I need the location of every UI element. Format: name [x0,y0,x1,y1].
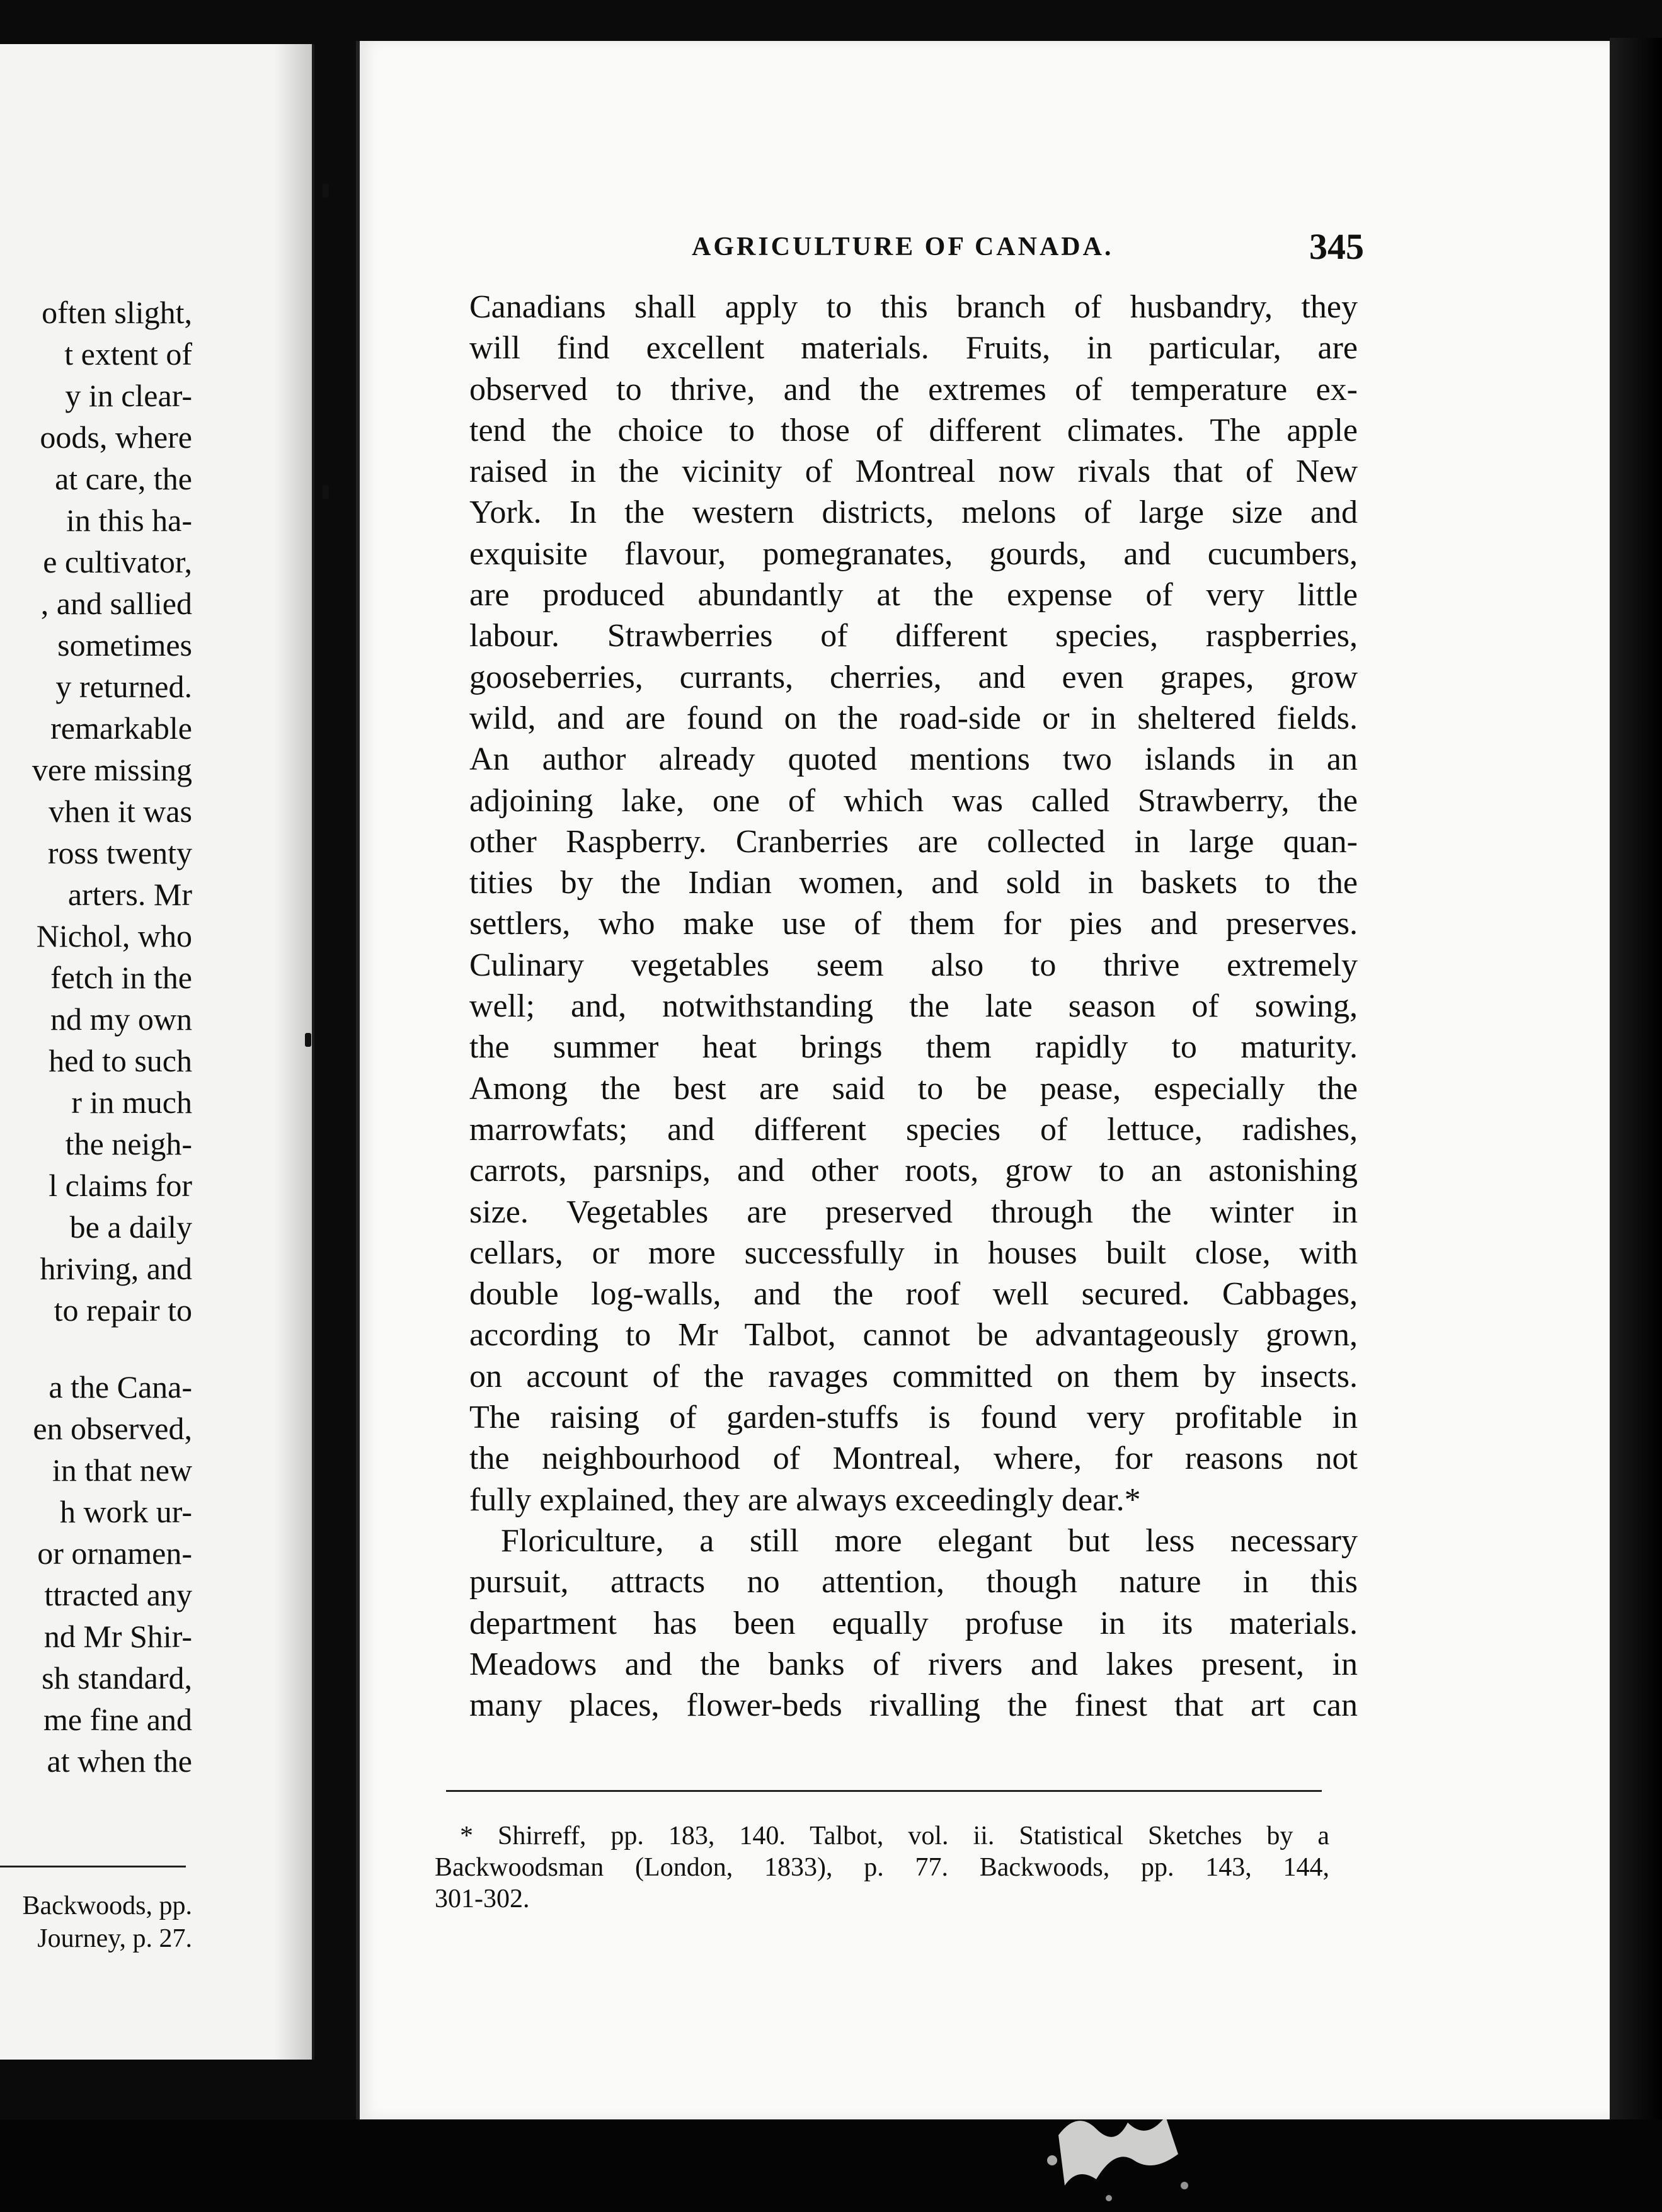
left-line: ross twenty [47,835,192,870]
body-line: other Raspberry. Cranberries are collected in large quan- [469,823,1358,860]
left-line: sometimes [57,627,192,663]
margin-mark [305,1033,311,1047]
left-line: nd Mr Shir- [43,1619,192,1654]
body-line: labour. Strawberries of different species, raspberries, [469,618,1358,654]
body-line: fully explained, they are always exceedingly dear.* [469,1481,1141,1518]
page-number: 345 [1309,226,1364,267]
bottom-edge-specks [1033,2097,1197,2212]
body-line: department has been equally profuse in its materials. [469,1605,1358,1641]
footnote-line: * Shirreff, pp. 183, 140. Talbot, vol. ii. Statistical Sketches by a [460,1821,1329,1850]
left-line: hed to such [49,1043,192,1078]
body-line: the neighbourhood of Montreal, where, for reasons not [469,1440,1358,1477]
right-page-edge [1610,38,1662,2212]
left-line: in that new [52,1452,192,1488]
body-line: many places, flower-beds rivalling the finest that art can [469,1687,1358,1724]
left-line: y in clear- [65,378,192,413]
body-line: cellars, or more successfully in houses built close, with [469,1234,1358,1271]
gutter-shadow [274,44,312,2060]
left-line: ttracted any [44,1577,192,1612]
left-line: at when the [47,1743,192,1779]
body-text [469,287,1358,1726]
footnote-line: Backwoodsman (London, 1833), p. 77. Backwoods, pp. 143, 144, [435,1853,1329,1882]
left-line: in this ha- [66,503,192,538]
body-line: Meadows and the banks of rivers and lakes present, in [469,1646,1358,1682]
left-line: be a daily [69,1209,192,1245]
body-line: wild, and are found on the road-side or in sheltered fields. [469,700,1358,736]
body-line: well; and, notwithstanding the late season of sowing, [469,988,1358,1025]
left-line: to repair to [54,1292,192,1328]
left-line: vere missing [32,752,192,787]
body-line: double log-walls, and the roof well secured. Cabbages, [469,1276,1358,1313]
left-line: hriving, and [40,1251,192,1286]
body-line: Canadians shall apply to this branch of husbandry, they [469,289,1358,325]
left-line: Nichol, who [36,918,192,954]
left-line: sh standard, [42,1660,192,1696]
margin-mark [323,184,329,198]
left-line: , and sallied [40,586,192,621]
left-line: r in much [71,1085,192,1120]
footnote-rule [446,1790,1322,1792]
body-line: Among the best are said to be pease, especially the [469,1070,1358,1107]
body-line: York. In the western districts, melons of large size and [469,494,1358,531]
left-line: me fine and [43,1702,192,1737]
left-line: a the Cana- [49,1369,192,1405]
body-line: An author already quoted mentions two islands in an [469,741,1358,778]
body-line: adjoining lake, one of which was called Strawberry, the [469,782,1358,819]
left-line: l claims for [49,1168,192,1203]
body-line: settlers, who make use of them for pies and preserves. [469,906,1358,942]
body-line: The raising of garden-stuffs is found very profitable in [469,1400,1358,1436]
left-line: oods, where [40,419,192,455]
left-line: or ornamen- [37,1536,192,1571]
left-footnotes [0,1890,192,1955]
body-line: size. Vegetables are preserved through the winter in [469,1194,1358,1230]
body-line: tities by the Indian women, and sold in baskets to the [469,865,1358,901]
footnote [435,1820,1329,1915]
left-note-line: Backwoods, pp. [22,1891,192,1920]
body-line: pursuit, attracts no attention, though nature in this [469,1564,1358,1600]
body-line: observed to thrive, and the extremes of temperature ex- [469,371,1358,408]
left-line: en observed, [33,1411,192,1446]
left-line: the neigh- [65,1126,192,1161]
body-line: on account of the ravages committed on them by insects. [469,1358,1358,1394]
margin-mark [323,485,329,499]
left-footnote-rule [0,1866,186,1867]
body-line: Culinary vegetables seem also to thrive extremely [469,947,1358,983]
body-line: the summer heat brings them rapidly to maturity. [469,1029,1358,1066]
left-line: arters. Mr [67,877,192,912]
body-line: gooseberries, currants, cherries, and even grapes, grow [469,659,1358,695]
left-line: often slight, [42,295,192,330]
body-line: raised in the vicinity of Montreal now rivals that of New [469,453,1358,490]
left-line: e cultivator, [43,544,192,579]
body-line: marrowfats; and different species of lettuce, radishes, [469,1111,1358,1148]
left-page-text [0,292,192,1782]
left-line: vhen it was [49,794,192,829]
left-paragraph-gap [0,1331,192,1366]
left-line: nd my own [50,1001,192,1037]
left-note-line: Journey, p. 27. [37,1924,192,1953]
left-line: h work ur- [59,1494,192,1529]
body-line: carrots, parsnips, and other roots, grow to an astonishing [469,1153,1358,1189]
left-line: fetch in the [50,960,192,995]
left-line: remarkable [50,710,192,746]
left-page-fragment [0,44,314,2060]
body-line: according to Mr Talbot, cannot be advantageously grown, [469,1317,1358,1354]
body-line: tend the choice to those of different climates. The apple [469,412,1358,448]
running-head: AGRICULTURE OF CANADA. [692,232,1114,261]
body-line: exquisite flavour, pomegranates, gourds, and cucumbers, [469,535,1358,572]
footnote-line: 301-302. [435,1884,530,1913]
left-line: t extent of [64,336,192,372]
left-line: y returned. [55,669,192,704]
scan-bottom-edge [0,2119,1662,2212]
body-line: are produced abundantly at the expense of very little [469,577,1358,613]
body-line: Floriculture, a still more elegant but less necessary [501,1522,1358,1559]
left-line: at care, the [55,461,192,496]
body-line: will find excellent materials. Fruits, in particular, are [469,330,1358,367]
